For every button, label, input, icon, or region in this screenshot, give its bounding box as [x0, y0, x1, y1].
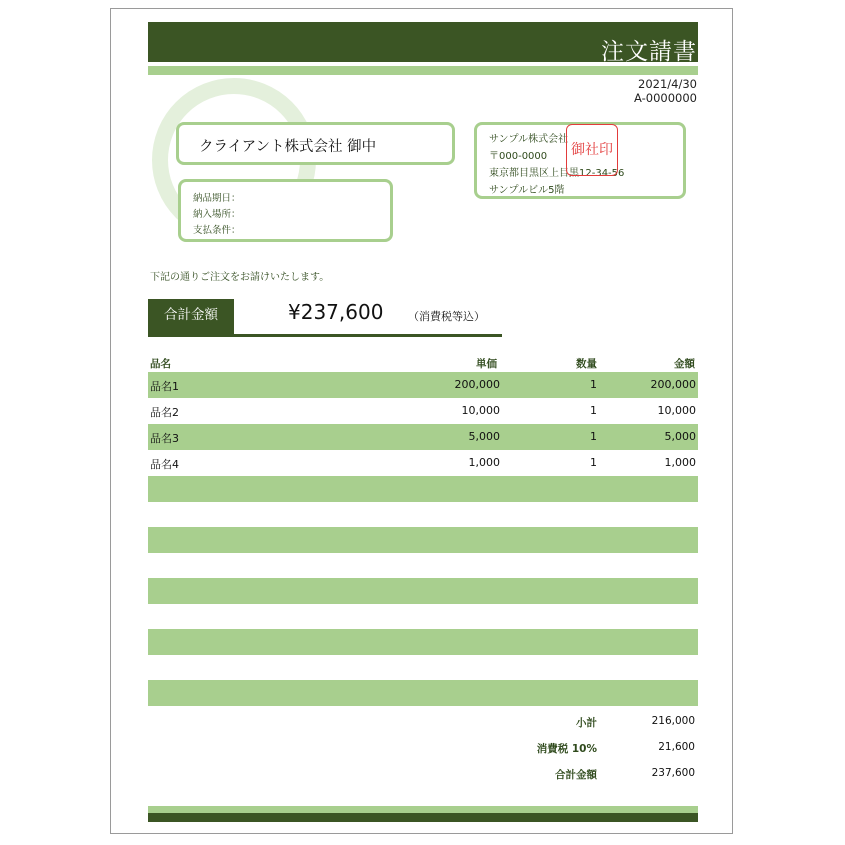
table-row-empty — [148, 680, 698, 706]
total-tax-note: （消費税等込） — [408, 310, 485, 323]
item-name: 品名4 — [150, 458, 179, 471]
item-price: 10,000 — [461, 404, 500, 417]
client-box — [176, 122, 455, 165]
table-row-empty — [148, 578, 698, 604]
table-row-empty — [148, 604, 698, 630]
item-price: 200,000 — [454, 378, 500, 391]
column-header-amount: 金額 — [674, 358, 695, 370]
tax-value: 21,600 — [658, 741, 695, 753]
payment-terms-label: 支払条件： — [193, 225, 241, 236]
issuer-company: サンプル株式会社 — [489, 134, 569, 145]
grand-total-label: 合計金額 — [555, 769, 597, 781]
table-row-empty — [148, 629, 698, 655]
table-row — [148, 372, 698, 398]
column-header-name: 品名 — [150, 358, 171, 370]
total-amount-value: ¥237,600 — [288, 300, 384, 324]
table-row-empty — [148, 502, 698, 528]
table-row-empty — [148, 476, 698, 502]
client-name: クライアント株式会社 御中 — [199, 139, 377, 155]
item-price: 5,000 — [468, 430, 500, 443]
issuer-address: 東京都目黒区上目黒12-34-56 — [489, 168, 625, 179]
document-date: 2021/4/30 — [638, 77, 697, 91]
footer-band — [148, 813, 698, 822]
column-header-qty: 数量 — [576, 358, 597, 370]
intro-text: 下記の通りご注文をお請けいたします。 — [150, 272, 330, 283]
footer-accent-band — [148, 806, 698, 813]
delivery-place-label: 納入場所： — [193, 209, 241, 220]
item-qty: 1 — [590, 404, 597, 417]
header-accent-band — [148, 66, 698, 75]
total-underline — [148, 334, 502, 337]
table-row — [148, 450, 698, 476]
tax-label: 消費税 10% — [536, 743, 597, 755]
item-amount: 10,000 — [657, 404, 696, 417]
total-amount-label: 合計金額 — [148, 299, 234, 334]
table-row-empty — [148, 655, 698, 681]
column-header-price: 単価 — [476, 358, 497, 370]
issuer-postal: 〒000-0000 — [489, 151, 548, 162]
table-row — [148, 398, 698, 424]
item-amount: 1,000 — [664, 456, 696, 469]
table-row-empty — [148, 553, 698, 579]
item-qty: 1 — [590, 378, 597, 391]
item-name: 品名2 — [150, 406, 179, 419]
item-amount: 200,000 — [650, 378, 696, 391]
issuer-building: サンプルビル5階 — [489, 185, 565, 196]
delivery-date-label: 納品期日： — [193, 193, 241, 204]
document-number: A-0000000 — [634, 91, 697, 105]
item-name: 品名1 — [150, 380, 179, 393]
item-price: 1,000 — [468, 456, 500, 469]
order-info-box — [178, 179, 393, 242]
grand-total-value: 237,600 — [651, 767, 695, 779]
company-seal: 御社印 — [566, 124, 618, 176]
table-row-empty — [148, 527, 698, 553]
document-title: 注文請書 — [601, 39, 697, 65]
subtotal-label: 小計 — [576, 717, 597, 729]
subtotal-value: 216,000 — [651, 715, 695, 727]
item-amount: 5,000 — [664, 430, 696, 443]
table-row — [148, 424, 698, 450]
item-qty: 1 — [590, 430, 597, 443]
item-name: 品名3 — [150, 432, 179, 445]
item-qty: 1 — [590, 456, 597, 469]
